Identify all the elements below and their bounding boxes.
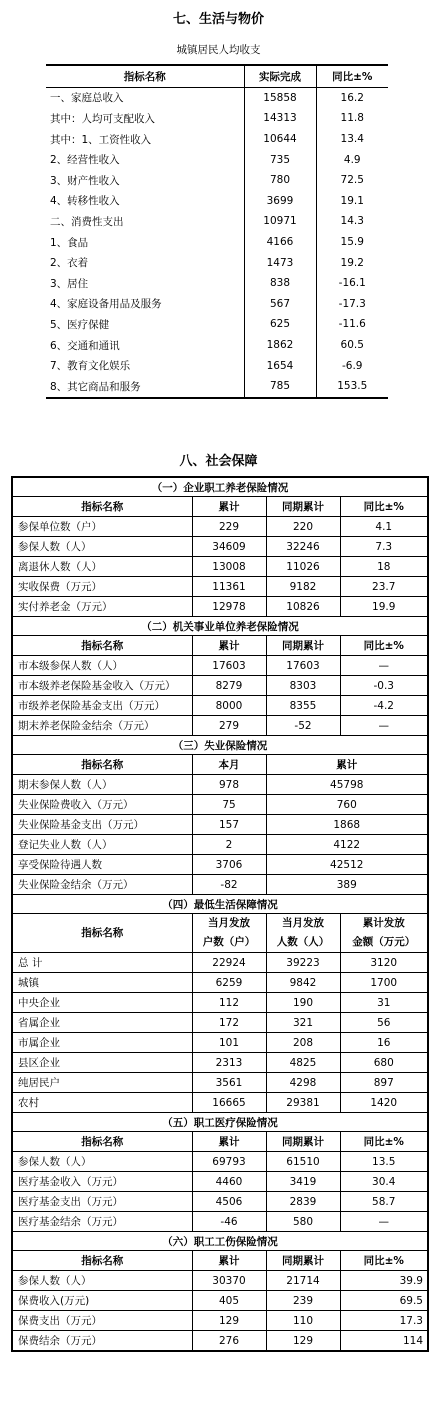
table-row	[46, 108, 388, 129]
table-row	[12, 577, 428, 597]
value-cell: 39.9	[340, 1271, 428, 1291]
table-row	[12, 597, 428, 617]
table-row	[12, 1073, 428, 1093]
table-row	[12, 1093, 428, 1113]
header-line: 人数（人）	[276, 936, 330, 948]
indicator-cell: 医疗基金支出（万元）	[12, 1192, 192, 1212]
indicator-cell: 县区企业	[12, 1053, 192, 1073]
value-cell: 30370	[192, 1271, 266, 1291]
table-row	[12, 855, 428, 875]
table-row	[12, 1291, 428, 1311]
value-cell: 4.1	[340, 517, 428, 537]
indicator-cell: 7、教育文化娱乐	[46, 355, 244, 376]
table-row	[12, 1311, 428, 1331]
value-cell: 2	[192, 835, 266, 855]
table-row	[46, 232, 388, 253]
yoy-cell: 4.9	[343, 153, 361, 166]
table-row	[12, 815, 428, 835]
column-header	[192, 914, 266, 953]
header-actual: 实际完成	[244, 65, 316, 87]
value-cell: 580	[266, 1212, 340, 1232]
yoy-cell: 13.4	[340, 133, 364, 146]
table-row	[12, 537, 428, 557]
table-row	[12, 517, 428, 537]
yoy-cell: 15.9	[340, 236, 364, 249]
value-cell: 1700	[340, 973, 428, 993]
indicator-cell: 医疗基金收入（万元）	[12, 1172, 192, 1192]
table-row	[12, 1331, 428, 1352]
value-cell: 16	[340, 1033, 428, 1053]
table-row	[12, 557, 428, 577]
yoy-cell: 60.5	[340, 339, 364, 352]
indicator-cell: 一、家庭总收入	[46, 87, 244, 108]
column-header: 指标名称	[12, 755, 192, 775]
column-header: 指标名称	[12, 636, 192, 656]
header-line: 当月发放	[282, 917, 324, 929]
yoy-cell: 19.1	[340, 194, 364, 207]
table-row	[46, 294, 388, 315]
indicator-cell: 1、食品	[46, 232, 244, 253]
value-cell: 114	[340, 1331, 428, 1352]
table-header-row	[12, 1251, 428, 1271]
table-row	[12, 1212, 428, 1232]
section-title-row	[12, 1113, 428, 1132]
value-cell: 405	[192, 1291, 266, 1311]
header-line: 当月发放	[208, 917, 250, 929]
income-expenditure-table	[46, 64, 388, 399]
indicator-cell: 其中：1、工资性收入	[46, 129, 244, 150]
indicator-cell: 登记失业人数（人）	[12, 835, 192, 855]
value-cell: 45798	[266, 775, 428, 795]
value-cell: 21714	[266, 1271, 340, 1291]
actual-cell: 4166	[244, 232, 316, 253]
column-header: 指标名称	[12, 497, 192, 517]
value-cell: 978	[192, 775, 266, 795]
column-header: 累计	[192, 1251, 266, 1271]
table-header-row	[12, 914, 428, 953]
value-cell: 42512	[266, 855, 428, 875]
actual-cell: 3699	[244, 191, 316, 212]
indicator-cell: 参保人数（人）	[12, 537, 192, 557]
value-cell: 8279	[192, 676, 266, 696]
value-cell: 8303	[266, 676, 340, 696]
indicator-cell: 省属企业	[12, 1013, 192, 1033]
table-row	[12, 676, 428, 696]
column-header: 同比±%	[340, 636, 428, 656]
column-header: 本月	[192, 755, 266, 775]
value-cell: 3561	[192, 1073, 266, 1093]
indicator-cell: 3、居住	[46, 273, 244, 294]
indicator-cell: 其中：人均可支配收入	[46, 108, 244, 129]
column-header: 指标名称	[12, 1251, 192, 1271]
value-cell: 2839	[266, 1192, 340, 1212]
table-header-row	[12, 1132, 428, 1152]
value-cell: 129	[192, 1311, 266, 1331]
value-cell: 8355	[266, 696, 340, 716]
value-cell: 32246	[266, 537, 340, 557]
header-indicator: 指标名称	[46, 65, 244, 87]
column-header: 累计	[266, 755, 428, 775]
indicator-cell: 期末参保人数（人）	[12, 775, 192, 795]
table-row	[12, 656, 428, 676]
actual-cell: 15858	[244, 87, 316, 108]
section-title-row	[12, 1232, 428, 1251]
value-cell: 3120	[340, 953, 428, 973]
yoy-cell: 11.8	[340, 112, 364, 125]
table-row	[46, 355, 388, 376]
value-cell: 279	[192, 716, 266, 736]
value-cell: 19.9	[340, 597, 428, 617]
section-title-row	[12, 895, 428, 914]
indicator-cell: 6、交通和通讯	[46, 335, 244, 356]
column-header: 同比±%	[340, 1132, 428, 1152]
table-row	[46, 314, 388, 335]
value-cell: 4298	[266, 1073, 340, 1093]
value-cell: 75	[192, 795, 266, 815]
value-cell: 1420	[340, 1093, 428, 1113]
indicator-cell: 参保人数（人）	[12, 1152, 192, 1172]
value-cell: 4122	[266, 835, 428, 855]
column-header: 同期累计	[266, 1251, 340, 1271]
value-cell: —	[340, 716, 428, 736]
value-cell: 1868	[266, 815, 428, 835]
actual-cell: 838	[244, 273, 316, 294]
indicator-cell: 保费支出（万元）	[12, 1311, 192, 1331]
value-cell: 321	[266, 1013, 340, 1033]
value-cell: 8000	[192, 696, 266, 716]
indicator-cell: 失业保险费收入（万元）	[12, 795, 192, 815]
value-cell: 208	[266, 1033, 340, 1053]
table-header-row	[12, 755, 428, 775]
value-cell: 29381	[266, 1093, 340, 1113]
section7-subtitle: 城镇居民人均收支	[176, 44, 261, 56]
table-row	[12, 953, 428, 973]
indicator-cell: 失业保险基金支出（万元）	[12, 815, 192, 835]
value-cell: 897	[340, 1073, 428, 1093]
column-header: 指标名称	[12, 914, 192, 953]
indicator-cell: 4、家庭设备用品及服务	[46, 294, 244, 315]
table-row	[12, 1271, 428, 1291]
section-title-row	[12, 617, 428, 636]
indicator-cell: 总 计	[12, 953, 192, 973]
column-header: 同期累计	[266, 636, 340, 656]
table-row	[46, 376, 388, 398]
indicator-cell: 中央企业	[12, 993, 192, 1013]
table-row	[46, 211, 388, 232]
value-cell: 17603	[266, 656, 340, 676]
yoy-cell: 153.5	[337, 380, 368, 393]
indicator-cell: 保费结余（万元）	[12, 1331, 192, 1352]
yoy-cell: 14.3	[340, 215, 364, 228]
indicator-cell: 保费收入(万元)	[12, 1291, 192, 1311]
value-cell: 9182	[266, 577, 340, 597]
table-header-row	[12, 636, 428, 656]
yoy-cell: -17.3	[338, 297, 366, 310]
value-cell: 61510	[266, 1152, 340, 1172]
table-row	[12, 1013, 428, 1033]
value-cell: 129	[266, 1331, 340, 1352]
value-cell: -82	[192, 875, 266, 895]
value-cell: 3706	[192, 855, 266, 875]
value-cell: 31	[340, 993, 428, 1013]
value-cell: 11026	[266, 557, 340, 577]
value-cell: 22924	[192, 953, 266, 973]
table-row	[12, 1033, 428, 1053]
indicator-cell: 参保人数（人）	[12, 1271, 192, 1291]
value-cell: 172	[192, 1013, 266, 1033]
table-row	[46, 335, 388, 356]
column-header	[340, 914, 428, 953]
value-cell: 680	[340, 1053, 428, 1073]
column-header: 同比±%	[340, 1251, 428, 1271]
section-title-row	[12, 736, 428, 755]
value-cell: 16665	[192, 1093, 266, 1113]
header-line: 户数（户）	[202, 936, 256, 948]
table-row	[12, 993, 428, 1013]
social-security-table	[11, 476, 429, 1352]
actual-cell: 1654	[244, 355, 316, 376]
value-cell: 39223	[266, 953, 340, 973]
table-row	[46, 252, 388, 273]
table-row	[12, 716, 428, 736]
column-header: 累计	[192, 1132, 266, 1152]
value-cell: 9842	[266, 973, 340, 993]
indicator-cell: 医疗基金结余（万元）	[12, 1212, 192, 1232]
indicator-cell: 农村	[12, 1093, 192, 1113]
header-line: 金额（万元）	[352, 936, 416, 948]
value-cell: 17603	[192, 656, 266, 676]
value-cell: 4506	[192, 1192, 266, 1212]
table-row	[12, 696, 428, 716]
value-cell: -52	[266, 716, 340, 736]
indicator-cell: 期末养老保险金结余（万元）	[12, 716, 192, 736]
value-cell: 229	[192, 517, 266, 537]
table-row	[46, 129, 388, 150]
medical-title: （五）职工医疗保险情况	[12, 1113, 428, 1132]
indicator-cell: 享受保险待遇人数	[12, 855, 192, 875]
indicator-cell: 市级养老保险基金支出（万元）	[12, 696, 192, 716]
indicator-cell: 市本级养老保险基金收入（万元）	[12, 676, 192, 696]
yoy-cell: 16.2	[340, 91, 364, 104]
table-row	[12, 973, 428, 993]
actual-cell: 10644	[244, 129, 316, 150]
table-row	[46, 273, 388, 294]
column-header: 同期累计	[266, 1132, 340, 1152]
value-cell: 30.4	[340, 1172, 428, 1192]
table-row	[12, 1152, 428, 1172]
value-cell: 3419	[266, 1172, 340, 1192]
actual-cell: 785	[244, 376, 316, 398]
yoy-cell: -16.1	[338, 277, 366, 290]
column-header: 同期累计	[266, 497, 340, 517]
value-cell: 190	[266, 993, 340, 1013]
value-cell: 101	[192, 1033, 266, 1053]
section8-title: 八、社会保障	[179, 454, 258, 469]
yoy-cell: -11.6	[338, 318, 366, 331]
table-row	[12, 835, 428, 855]
table-row	[46, 170, 388, 191]
indicator-cell: 2、衣着	[46, 252, 244, 273]
actual-cell: 1862	[244, 335, 316, 356]
value-cell: 34609	[192, 537, 266, 557]
value-cell: 112	[192, 993, 266, 1013]
value-cell: —	[340, 1212, 428, 1232]
value-cell: 220	[266, 517, 340, 537]
value-cell: 389	[266, 875, 428, 895]
table-row	[46, 87, 388, 108]
column-header	[266, 914, 340, 953]
value-cell: 11361	[192, 577, 266, 597]
indicator-cell: 4、转移性收入	[46, 191, 244, 212]
indicator-cell: 8、其它商品和服务	[46, 376, 244, 398]
value-cell: 276	[192, 1331, 266, 1352]
table-row	[12, 1192, 428, 1212]
value-cell: 69793	[192, 1152, 266, 1172]
value-cell: 157	[192, 815, 266, 835]
table-row	[12, 1053, 428, 1073]
actual-cell: 10971	[244, 211, 316, 232]
actual-cell: 780	[244, 170, 316, 191]
value-cell: 2313	[192, 1053, 266, 1073]
value-cell: —	[340, 656, 428, 676]
indicator-cell: 2、经营性收入	[46, 149, 244, 170]
header-line: 累计发放	[362, 917, 405, 929]
institution-title: （二）机关事业单位养老保险情况	[12, 617, 428, 636]
section7-title: 七、生活与物价	[172, 12, 264, 27]
actual-cell: 625	[244, 314, 316, 335]
injury-title: （六）职工工伤保险情况	[12, 1232, 428, 1251]
header-yoy: 同比±%	[316, 65, 388, 87]
value-cell: 239	[266, 1291, 340, 1311]
value-cell: 13.5	[340, 1152, 428, 1172]
yoy-cell: 19.2	[340, 256, 364, 269]
table-row	[12, 1172, 428, 1192]
yoy-cell: 72.5	[340, 174, 364, 187]
table-row	[12, 775, 428, 795]
table-row	[46, 149, 388, 170]
value-cell: 7.3	[340, 537, 428, 557]
value-cell: 56	[340, 1013, 428, 1033]
value-cell: 58.7	[340, 1192, 428, 1212]
indicator-cell: 城镇	[12, 973, 192, 993]
indicator-cell: 参保单位数（户）	[12, 517, 192, 537]
minliving-title: （四）最低生活保障情况	[12, 895, 428, 914]
value-cell: 110	[266, 1311, 340, 1331]
value-cell: -0.3	[340, 676, 428, 696]
value-cell: 23.7	[340, 577, 428, 597]
value-cell: 760	[266, 795, 428, 815]
table-row	[12, 875, 428, 895]
indicator-cell: 市属企业	[12, 1033, 192, 1053]
indicator-cell: 5、医疗保健	[46, 314, 244, 335]
actual-cell: 1473	[244, 252, 316, 273]
table-row	[46, 191, 388, 212]
value-cell: 18	[340, 557, 428, 577]
column-header: 累计	[192, 636, 266, 656]
value-cell: -4.2	[340, 696, 428, 716]
value-cell: -46	[192, 1212, 266, 1232]
indicator-cell: 实收保费（万元）	[12, 577, 192, 597]
indicator-cell: 二、消费性支出	[46, 211, 244, 232]
indicator-cell: 离退休人数（人）	[12, 557, 192, 577]
actual-cell: 735	[244, 149, 316, 170]
value-cell: 4825	[266, 1053, 340, 1073]
value-cell: 4460	[192, 1172, 266, 1192]
value-cell: 6259	[192, 973, 266, 993]
column-header: 指标名称	[12, 1132, 192, 1152]
table-header-row	[46, 65, 388, 87]
section-title-row	[12, 477, 428, 497]
indicator-cell: 实付养老金（万元）	[12, 597, 192, 617]
unemployment-title: （三）失业保险情况	[12, 736, 428, 755]
actual-cell: 14313	[244, 108, 316, 129]
actual-cell: 567	[244, 294, 316, 315]
pension-title: （一）企业职工养老保险情况	[12, 477, 428, 497]
value-cell: 17.3	[340, 1311, 428, 1331]
table-header-row	[12, 497, 428, 517]
value-cell: 10826	[266, 597, 340, 617]
indicator-cell: 市本级参保人数（人）	[12, 656, 192, 676]
value-cell: 12978	[192, 597, 266, 617]
indicator-cell: 纯居民户	[12, 1073, 192, 1093]
column-header: 累计	[192, 497, 266, 517]
indicator-cell: 3、财产性收入	[46, 170, 244, 191]
column-header: 同比±%	[340, 497, 428, 517]
table-row	[12, 795, 428, 815]
value-cell: 69.5	[340, 1291, 428, 1311]
indicator-cell: 失业保险金结余（万元）	[12, 875, 192, 895]
value-cell: 13008	[192, 557, 266, 577]
yoy-cell: -6.9	[342, 359, 363, 372]
